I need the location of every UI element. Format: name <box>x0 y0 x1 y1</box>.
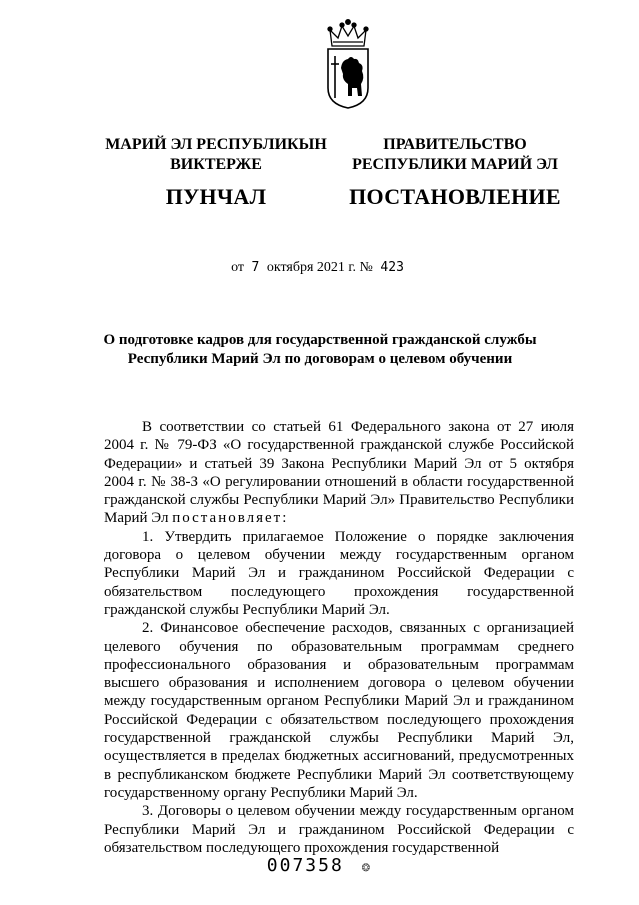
intro-text: В соответствии со статьей 61 Федерального закона от 27 июля 2004 г. № 79-ФЗ «О государственной гражданской службе Российской Федерации» и статьей 39 Закона Республики Марий Эл от 5 октября 2004 г. № 38-З «О регулировании отношений в области государственной гражданской службы Республики Марий Эл» Правительство Республики Марий Эл <box>104 419 574 527</box>
title-line1: О подготовке кадров для государственной гражданской службы <box>103 332 537 348</box>
paragraph-2: 2. Финансовое обеспечение расходов, связанных с организацией целевого обучения по образовательным программам среднего профессионального образования и образовательным программам высшего образования и исполнением договора о целевом обучении между государственным органом Республики Марий Эл и гражданином Российской Федерации с обязательством последующего прохождения государственной гражданской службы Республики Марий Эл, осуществляется в пределах бюджетных ассигнований, предусмотренных в республиканском бюджете Республики Марий Эл соответствующему государственному органу Республики Марий Эл. <box>104 620 574 801</box>
date-line <box>0 260 639 276</box>
header-left-block <box>96 135 336 209</box>
date-month-year: октября 2021 г. № <box>266 260 373 275</box>
date-day: 7 <box>251 260 260 275</box>
header-left-line1: МАРИЙ ЭЛ РЕСПУБЛИКЫН <box>105 136 327 153</box>
footer-serial-block <box>0 855 639 876</box>
document-body <box>104 418 574 857</box>
intro-paragraph <box>104 418 574 528</box>
header-left-doc-type: ПУНЧАЛ <box>165 184 267 209</box>
date-prefix: от <box>231 260 245 275</box>
document-number: 423 <box>380 260 404 275</box>
document-title <box>80 331 560 369</box>
decree-word: постановляет: <box>172 510 289 527</box>
paragraph-3: 3. Договоры о целевом обучении между государственным органом Республики Марий Эл и гражданином Российской Федерации с обязательством последующего прохождения государственной <box>104 803 574 856</box>
header-right-doc-type: ПОСТАНОВЛЕНИЕ <box>349 184 561 209</box>
header-left-line2: ВИКТЕРЖЕ <box>170 156 262 173</box>
serial-number: 007358 <box>266 855 344 876</box>
paragraph-1: 1. Утвердить прилагаемое Положение о порядке заключения договора о целевом обучении между государственным органом Республики Марий Эл и гражданином Российской Федерации с обязательством последующего прохождения государственной гражданской службы Республики Марий Эл. <box>104 528 574 618</box>
crown-icon <box>328 20 368 46</box>
coat-of-arms-emblem <box>324 18 372 110</box>
header-right-line2: РЕСПУБЛИКИ МАРИЙ ЭЛ <box>352 156 558 173</box>
header-right-block <box>348 135 562 209</box>
title-line2: Республики Марий Эл по договорам о целевом обучении <box>127 351 513 367</box>
ornament-mark-icon: ❂ <box>361 859 373 875</box>
header-right-line1: ПРАВИТЕЛЬСТВО <box>383 136 527 153</box>
